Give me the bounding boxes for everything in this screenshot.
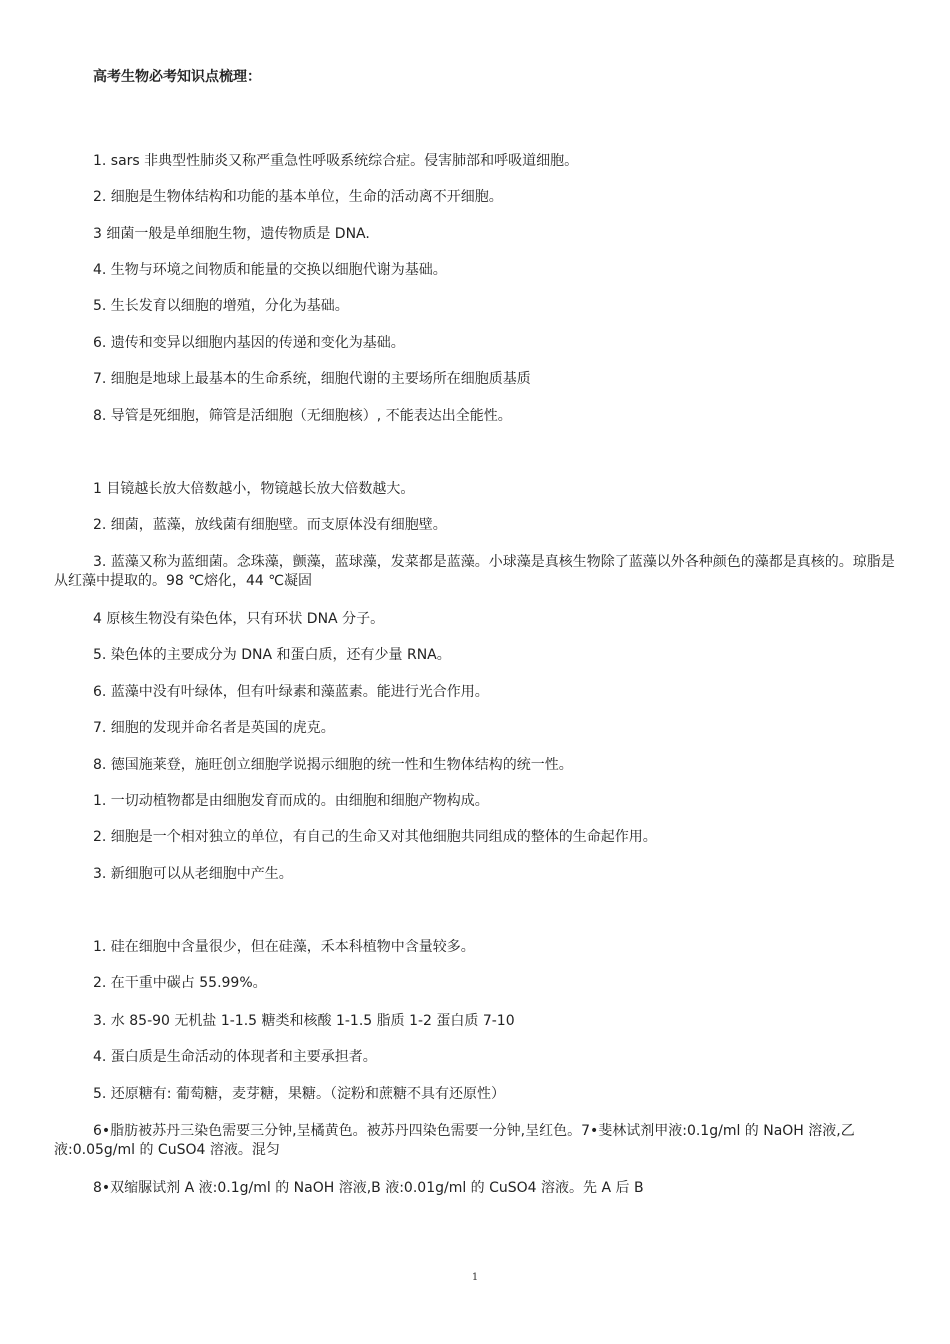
paragraph: 2. 细菌，蓝藻，放线菌有细胞壁。而支原体没有细胞壁。 — [93, 517, 447, 533]
paragraph: 2. 细胞是一个相对独立的单位，有自己的生命又对其他细胞共同组成的整体的生命起作用。 — [93, 829, 657, 845]
paragraph: 6. 遗传和变异以细胞内基因的传递和变化为基础。 — [93, 335, 405, 351]
paragraph: 6•脂肪被苏丹三染色需要三分钟,呈橘黄色。被苏丹四染色需要一分钟,呈红色。7•斐林试剂甲液:0.1g/ml 的 NaOH 溶液,乙液:0.05g/ml 的 CuSO4 溶液。混匀 — [54, 1123, 855, 1158]
paragraph: 2. 在干重中碳占 55.99%。 — [93, 975, 267, 991]
paragraph: 4. 蛋白质是生命活动的体现者和主要承担者。 — [93, 1049, 377, 1065]
paragraph: 8. 德国施莱登，施旺创立细胞学说揭示细胞的统一性和生物体结构的统一性。 — [93, 757, 573, 773]
paragraph: 3. 水 85-90 无机盐 1-1.5 糖类和核酸 1-1.5 脂质 1-2 蛋白质 7-10 — [93, 1013, 515, 1029]
paragraph: 6. 蓝藻中没有叶绿体，但有叶绿素和藻蓝素。能进行光合作用。 — [93, 684, 489, 700]
paragraph: 7. 细胞是地球上最基本的生命系统，细胞代谢的主要场所在细胞质基质 — [93, 371, 531, 387]
paragraph: 8. 导管是死细胞，筛管是活细胞（无细胞核）, 不能表达出全能性。 — [93, 408, 512, 424]
paragraph: 8•双缩脲试剂 A 液:0.1g/ml 的 NaOH 溶液,B 液:0.01g/ml 的 CuSO4 溶液。先 A 后 B — [93, 1180, 644, 1196]
paragraph: 1. 一切动植物都是由细胞发育而成的。由细胞和细胞产物构成。 — [93, 793, 489, 809]
paragraph: 5. 还原糖有: 葡萄糖，麦芽糖，果糖。（淀粉和蔗糖不具有还原性） — [93, 1086, 505, 1102]
paragraph: 1. 硅在细胞中含量很少，但在硅藻，禾本科植物中含量较多。 — [93, 939, 475, 955]
page-number: 1 — [471, 1272, 479, 1283]
document-title: 高考生物必考知识点梳理： — [93, 69, 261, 85]
paragraph: 4. 生物与环境之间物质和能量的交换以细胞代谢为基础。 — [93, 262, 447, 278]
paragraph: 5. 染色体的主要成分为 DNA 和蛋白质，还有少量 RNA。 — [93, 647, 451, 663]
paragraph: 3. 新细胞可以从老细胞中产生。 — [93, 866, 293, 882]
paragraph: 3 细菌一般是单细胞生物，遗传物质是 DNA. — [93, 226, 370, 242]
paragraph: 4 原核生物没有染色体，只有环状 DNA 分子。 — [93, 611, 385, 627]
paragraph: 1 目镜越长放大倍数越小，物镜越长放大倍数越大。 — [93, 481, 415, 497]
paragraph: 5. 生长发育以细胞的增殖，分化为基础。 — [93, 298, 349, 314]
paragraph: 2. 细胞是生物体结构和功能的基本单位，生命的活动离不开细胞。 — [93, 189, 503, 205]
paragraph: 7. 细胞的发现并命名者是英国的虎克。 — [93, 720, 335, 736]
paragraph: 3. 蓝藻又称为蓝细菌。念珠藻，颤藻，蓝球藻，发菜都是蓝藻。小球藻是真核生物除了蓝藻以外各种颜色的藻都是真核的。琼脂是从红藻中提取的。98 ℃熔化，44 ℃凝固 — [54, 554, 895, 589]
paragraph: 1. sars 非典型性肺炎又称严重急性呼吸系统综合症。侵害肺部和呼吸道细胞。 — [93, 153, 579, 169]
